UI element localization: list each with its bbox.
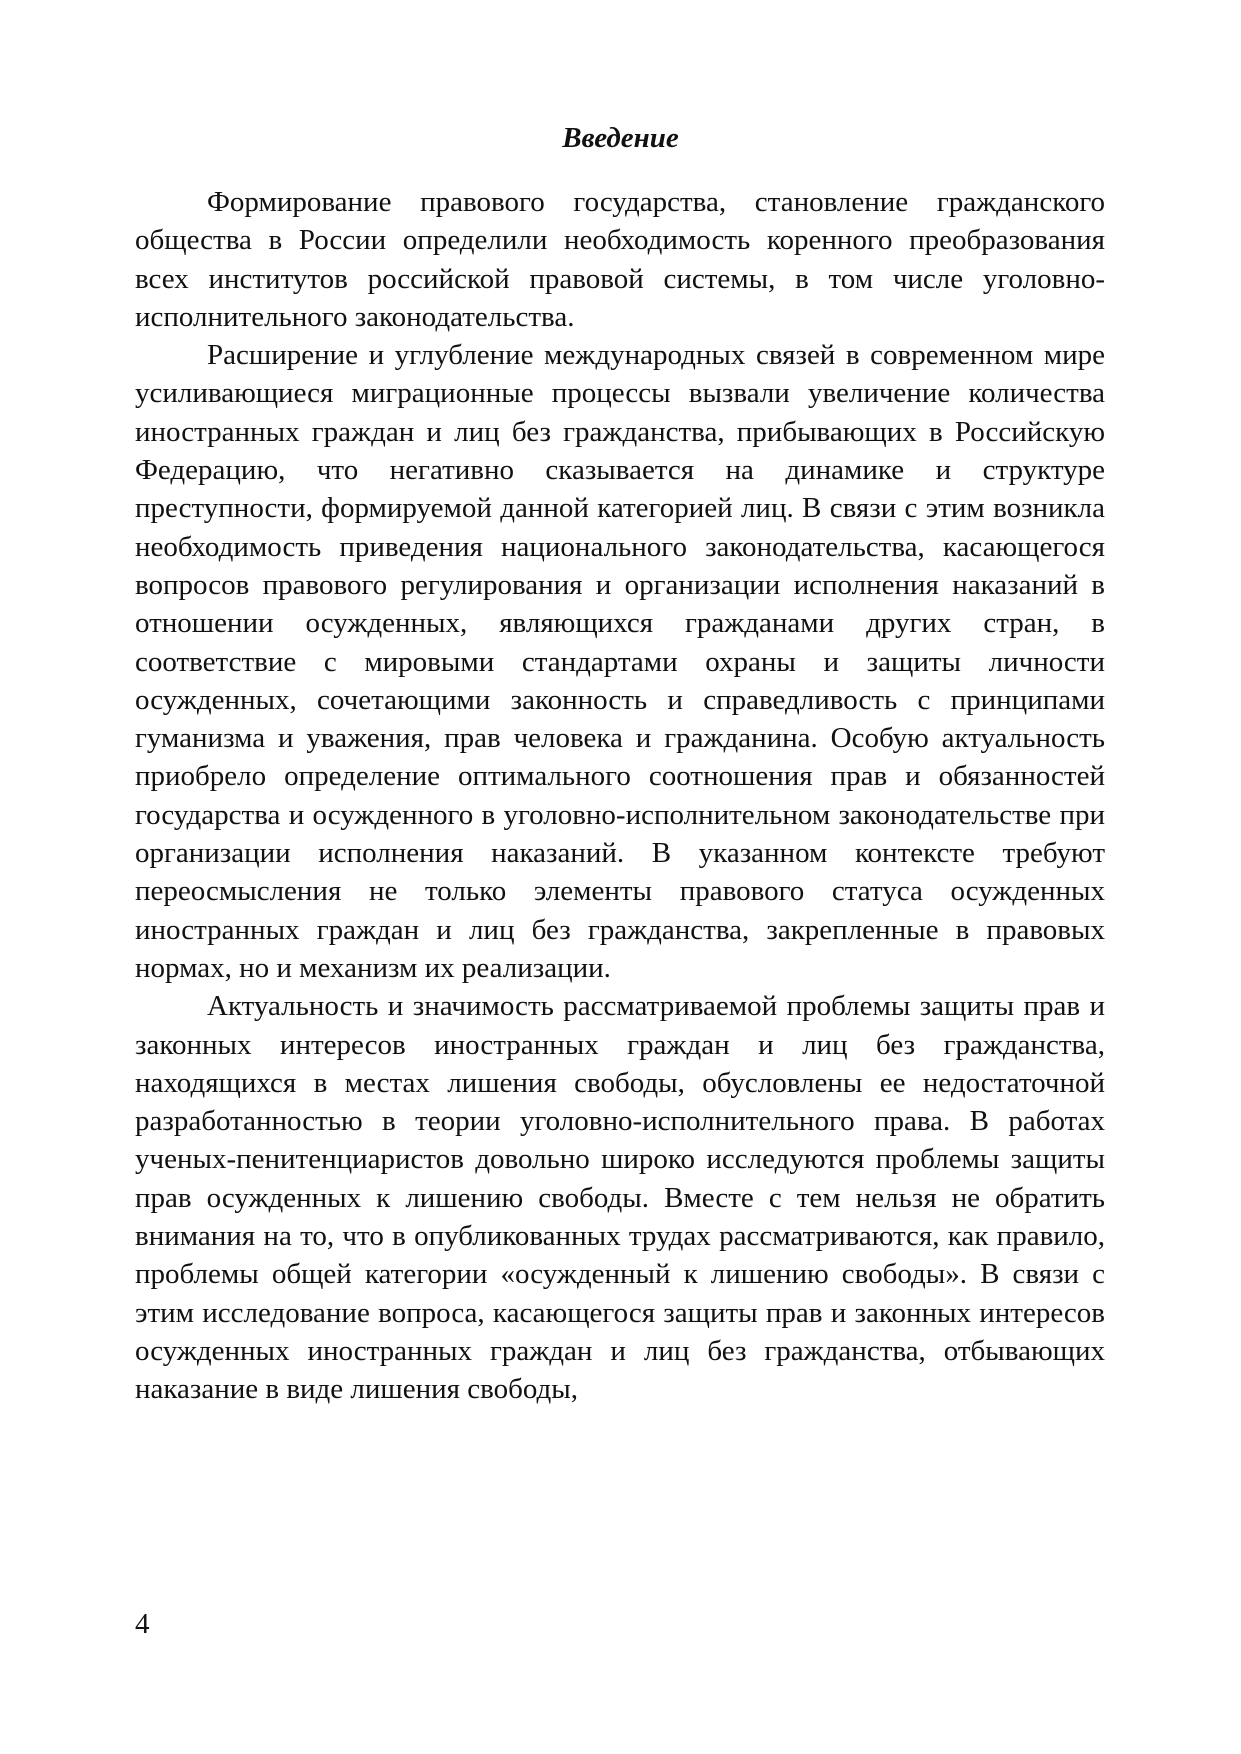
paragraph-1: Формирование правового государства, становление гражданского общества в России определили необходимость коренного преобразования всех институтов российской правовой системы, в том числе уголовно-исполнительного законодательства.: [135, 186, 1105, 333]
paragraph-3: Актуальность и значимость рассматриваемой проблемы защиты прав и законных интересов иностранных граждан и лиц без гражданства, находящихся в местах лишения свободы, обусловлены ее недостаточной разработанностью в теории уголовно-исполнительного права. В работах ученых-пенитенциаристов довольно широко исследуются проблемы защиты прав осужденных к лишению свободы. Вместе с тем нельзя не обратить внимания на то, что в опубликованных трудах рассматриваются, как правило, проблемы общей категории «осужденный к лишению свободы». В связи с этим исследование вопроса, касающегося защиты прав и законных интересов осужденных иностранных граждан и лиц без гражданства, отбывающих наказание в виде лишения свободы,: [135, 990, 1105, 1406]
page-number: 4: [135, 1608, 150, 1640]
paragraph-2: Расширение и углубление международных связей в современном мире усиливающиеся миграционные процессы вызвали увеличение количества иностранных граждан и лиц без гражданства, прибывающих в Российскую Федерацию, что негативно сказывается на динамике и структуре преступности, формируемой данной категорией лиц. В связи с этим возникла необходимость приведения национального законодательства, касающегося вопросов правового регулирования и организации исполнения наказаний в отношении осужденных, являющихся гражданами других стран, в соответствие с мировыми стандартами охраны и защиты личности осужденных, сочетающими законность и справедливость с принципами гуманизма и уважения, прав человека и гражданина. Особую актуальность приобрело определение оптимального соотношения прав и обязанностей государства и осужденного в уголовно-исполнительном законодательстве при организации исполнения наказаний. В указанном контексте требуют переосмысления не только элементы правового статуса осужденных иностранных граждан и лиц без гражданства, закрепленные в правовых нормах, но и механизм их реализации.: [135, 339, 1105, 984]
body-text: [135, 183, 1105, 1409]
section-title: Введение: [562, 122, 679, 154]
